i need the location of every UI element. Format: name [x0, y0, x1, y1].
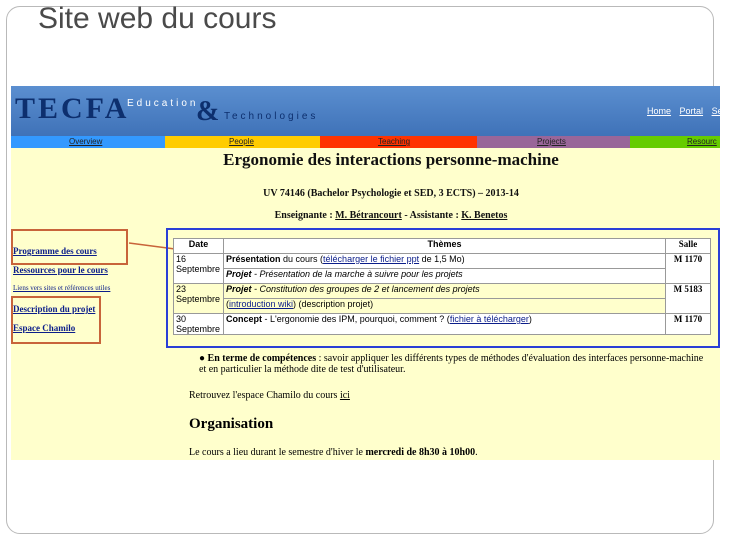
theme-tail: de 1,5 Mo) — [419, 254, 465, 264]
competences-bold: En terme de compétences — [207, 353, 317, 364]
assistant-prefix: - Assistante : — [401, 210, 462, 221]
organisation-text-main: Le cours a lieu durant le semestre d'hiver le — [189, 447, 366, 458]
sidebar-link-chamilo[interactable]: Espace Chamilo — [13, 323, 76, 333]
sidebar-link-resources[interactable]: Ressources pour le cours — [13, 265, 108, 275]
teachers-line — [171, 210, 611, 221]
table-row — [174, 314, 711, 335]
chamilo-text: Retrouvez l'espace Chamilo du cours — [189, 390, 340, 401]
theme-text: - Présentation de la marche à suivre pour les projets — [251, 269, 463, 279]
assistant-link[interactable]: K. Benetos — [461, 210, 508, 221]
teacher-prefix: Enseignante : — [274, 210, 336, 221]
theme-text: - L'ergonomie des IPM, pourquoi, comment ? ( — [262, 314, 450, 324]
nav-people[interactable]: People — [165, 136, 320, 148]
sidebar-link-references[interactable]: Liens vers sites et références utiles — [13, 284, 111, 292]
theme-text: - Constitution des groupes de 2 et lancement des projets — [251, 284, 480, 294]
logo-technologies-text: Technologies — [224, 111, 319, 122]
organisation-schedule: mercredi de 8h30 à 10h00 — [365, 447, 476, 458]
date-cell: 16 Septembre — [174, 254, 224, 284]
table-row — [174, 299, 711, 314]
logo-education-text: Education — [127, 98, 199, 109]
theme-cell — [224, 299, 666, 314]
sidebar-link-programme[interactable]: Programme des cours — [13, 246, 97, 256]
theme-cell — [224, 254, 666, 269]
table-row — [174, 254, 711, 269]
header-salle: Salle — [666, 239, 711, 254]
salle-cell: M 5183 — [666, 284, 711, 314]
site-logo[interactable]: TECFA — [15, 92, 130, 125]
highlight-programme — [11, 229, 128, 265]
bullet-icon: ● — [199, 353, 208, 364]
nav-overview[interactable]: Overview — [11, 136, 165, 148]
competences-text: : savoir appliquer les différents types de méthodes d'évaluation des interfaces personne-machine et en particulier la méthode dite de test d'utilisateur. — [199, 353, 704, 375]
intro-wiki-link[interactable]: introduction wiki — [229, 299, 294, 309]
logo-ampersand: & — [196, 96, 220, 127]
top-links — [647, 106, 729, 116]
theme-cell — [224, 314, 666, 335]
chamilo-link[interactable]: ici — [339, 390, 350, 401]
home-link[interactable]: Home — [647, 106, 672, 116]
theme-bold: Projet — [226, 284, 252, 294]
site-banner — [11, 86, 723, 136]
header-date: Date — [174, 239, 224, 254]
nav-resources[interactable]: Resourc — [630, 136, 720, 148]
course-title: Ergonomie des interactions personne-machine — [223, 150, 559, 169]
sidebar-link-project[interactable]: Description du projet — [13, 304, 96, 314]
theme-cell — [224, 284, 666, 299]
teacher-link[interactable]: M. Bétrancourt — [335, 210, 402, 221]
theme-bold: Projet — [226, 269, 252, 279]
table-row — [174, 284, 711, 299]
download-ppt-link[interactable]: télécharger le fichier ppt — [323, 254, 420, 264]
competences-bullet — [199, 353, 709, 375]
chamilo-line — [189, 390, 350, 401]
site-nav — [11, 136, 720, 148]
organisation-title: Organisation — [189, 416, 274, 432]
highlight-project-chamilo — [11, 296, 101, 344]
salle-cell: M 1170 — [666, 314, 711, 335]
portal-link[interactable]: Portal — [679, 106, 704, 116]
theme-text: du cours ( — [280, 254, 324, 264]
download-file-link[interactable]: fichier à télécharger — [449, 314, 529, 324]
salle-cell: M 1170 — [666, 254, 711, 284]
date-cell: 30 Septembre — [174, 314, 224, 335]
course-subtitle: UV 74146 (Bachelor Psychologie et SED, 3 ECTS) – 2013-14 — [263, 188, 519, 199]
nav-projects[interactable]: Projects — [477, 136, 630, 148]
table-row — [174, 269, 711, 284]
organisation-tail: . — [475, 447, 478, 458]
nav-teaching[interactable]: Teaching — [320, 136, 477, 148]
description-projet-link[interactable]: ) (description projet) — [293, 299, 374, 309]
organisation-text — [189, 447, 478, 458]
theme-cell — [224, 269, 666, 284]
slide-title: Site web du cours — [38, 2, 277, 35]
theme-bold: Présentation — [226, 254, 281, 264]
search-link[interactable]: Se — [711, 106, 723, 116]
theme-bold: Concept — [226, 314, 262, 324]
date-cell: 23 Septembre — [174, 284, 224, 314]
website-screenshot — [11, 86, 723, 460]
schedule-table — [173, 238, 711, 335]
theme-text: ( — [226, 299, 229, 309]
header-themes: Thèmes — [224, 239, 666, 254]
theme-tail: ) — [528, 314, 532, 324]
